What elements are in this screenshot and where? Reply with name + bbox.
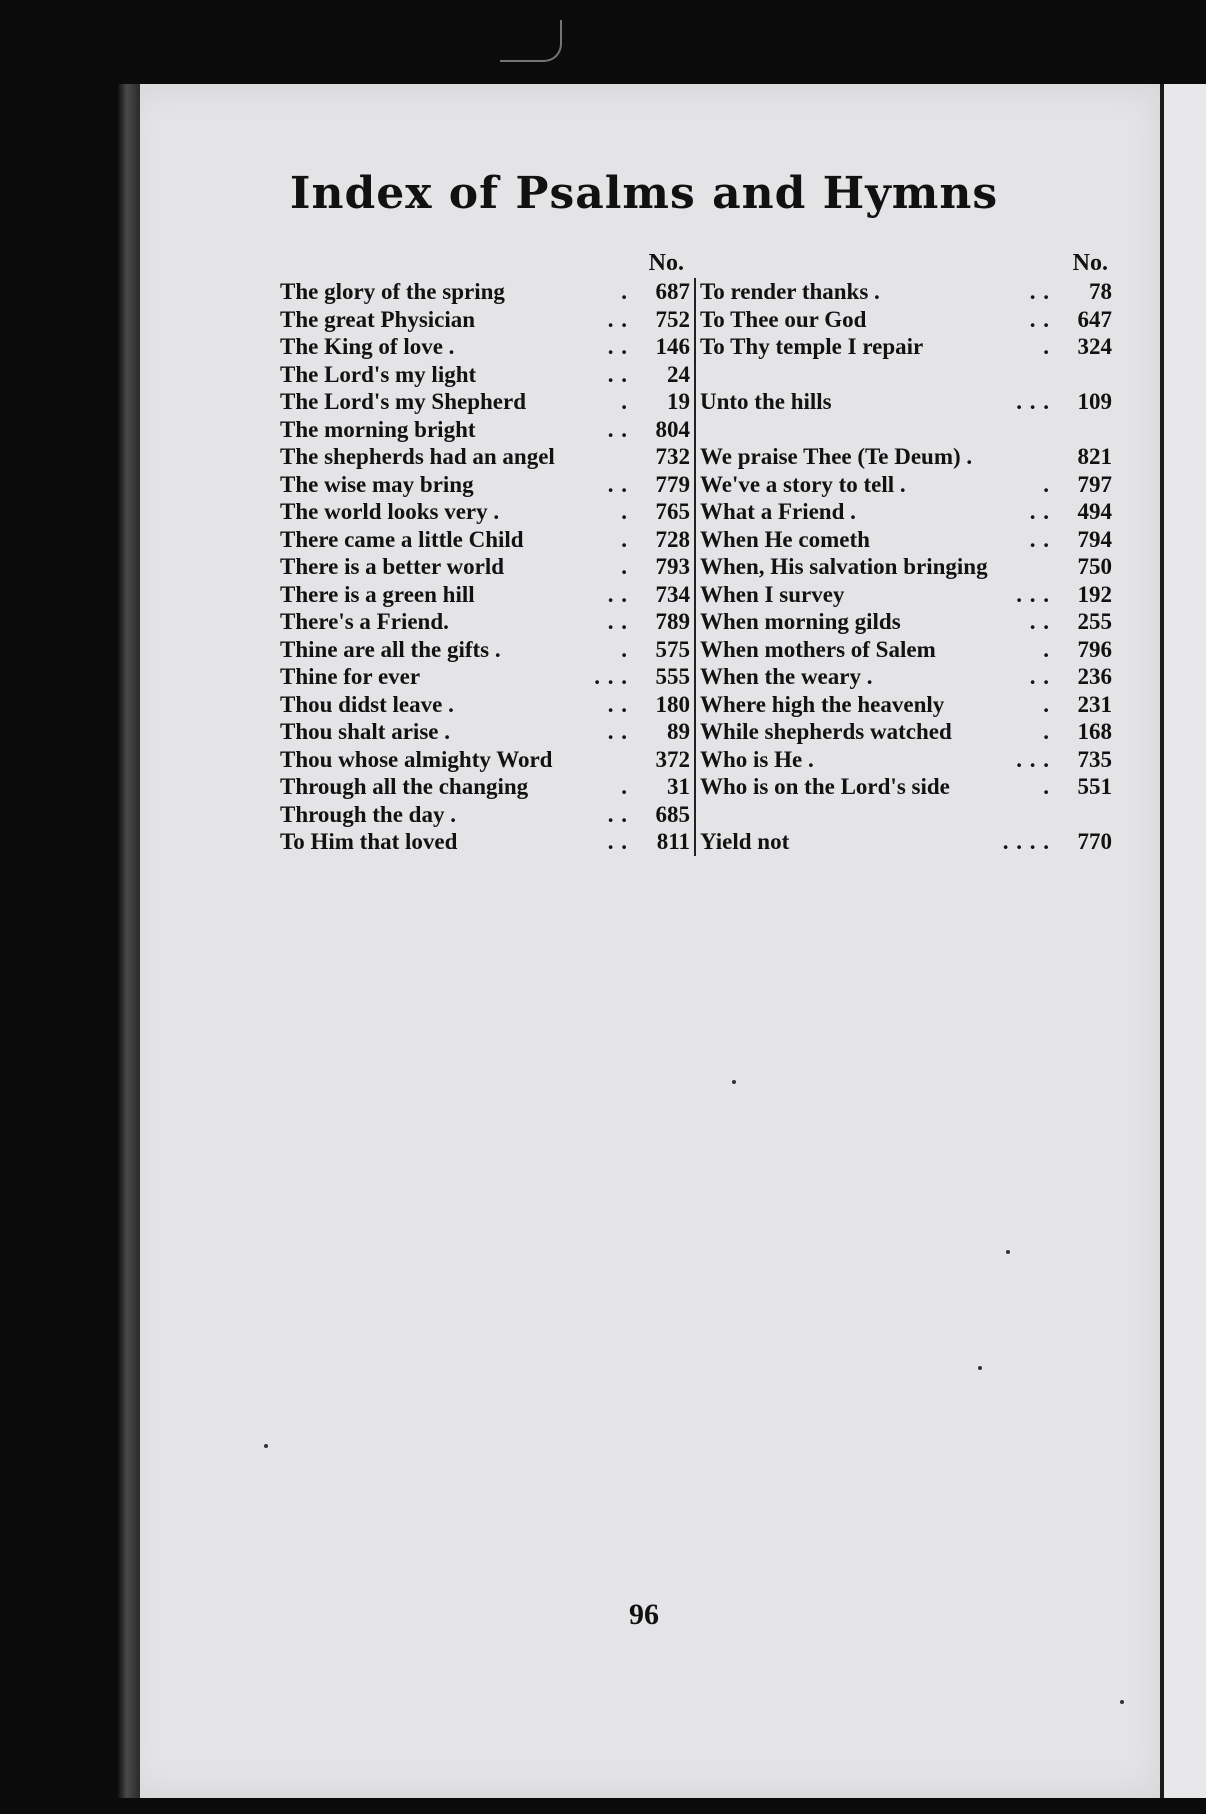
dot-leader: .	[1043, 636, 1050, 662]
dot-leader: . . .	[1016, 746, 1050, 772]
hymn-number: 804	[655, 416, 690, 442]
hymn-number: 551	[1077, 774, 1112, 799]
hymn-title: Thou shalt arise .	[280, 719, 450, 744]
index-entry	[280, 828, 690, 856]
paper-speck	[1120, 1700, 1124, 1704]
hymn-number: 324	[1077, 334, 1112, 359]
hymn-number: 779	[655, 471, 690, 497]
hymn-number: 687	[655, 279, 690, 304]
hymn-title: Yield not	[700, 829, 790, 854]
dot-leader: .	[1043, 471, 1050, 497]
right-index-column	[700, 248, 1112, 856]
index-entry	[700, 636, 1112, 664]
hymn-number: 797	[1077, 471, 1112, 497]
index-entry	[280, 361, 690, 389]
hymn-number: 180	[655, 691, 690, 717]
paper-speck	[264, 1444, 268, 1448]
facing-page-strip	[1164, 84, 1206, 1798]
hymn-title: There is a green hill	[280, 581, 475, 607]
index-entry	[280, 388, 690, 416]
dot-leader: .	[621, 636, 628, 662]
dot-leader: .	[1043, 691, 1050, 717]
hymn-title: The great Physician	[280, 306, 476, 332]
hymn-title: When He cometh	[700, 526, 870, 552]
hymn-number: 372	[655, 746, 690, 772]
dot-leader: . .	[607, 306, 628, 332]
index-entry	[700, 306, 1112, 334]
paper-speck	[978, 1366, 982, 1370]
hymn-title: The wise may bring	[280, 471, 474, 497]
left-column-header: No.	[648, 250, 684, 276]
dot-leader: . .	[1029, 279, 1050, 304]
index-entry	[700, 718, 1112, 746]
hymn-title: Thine are all the gifts .	[280, 636, 501, 662]
index-entry	[700, 333, 1112, 361]
index-entry	[700, 746, 1112, 774]
hymn-title: To render thanks .	[700, 279, 880, 304]
index-entry	[280, 526, 690, 554]
index-entry	[280, 636, 690, 664]
dot-leader: .	[621, 499, 628, 524]
hymn-title: Thine for ever	[280, 664, 421, 689]
hymn-title: The shepherds had an angel	[280, 444, 555, 469]
hymn-title: We praise Thee (Te Deum) .	[700, 444, 973, 469]
hymn-title: The world looks very .	[280, 499, 500, 524]
index-entry	[700, 828, 1112, 856]
index-entry	[700, 278, 1112, 306]
index-entry	[700, 526, 1112, 554]
dot-leader: . .	[1029, 499, 1050, 524]
index-entry	[700, 388, 1112, 416]
dot-leader: .	[621, 554, 628, 579]
index-entry	[700, 443, 1112, 471]
index-entry	[280, 553, 690, 581]
index-entry	[280, 801, 690, 829]
page-spine-edge	[118, 84, 140, 1798]
index-entry	[700, 553, 1112, 581]
index-entry	[280, 498, 690, 526]
hymn-number: 811	[656, 829, 690, 854]
hymn-number: 821	[1077, 444, 1112, 469]
hymn-title: Unto the hills	[700, 389, 832, 414]
dot-leader: .	[1043, 334, 1050, 359]
index-entry	[700, 498, 1112, 526]
hymn-title: When the weary .	[700, 664, 873, 689]
dot-leader: . . .	[1016, 581, 1050, 607]
hymn-number: 89	[667, 719, 690, 744]
index-entry	[280, 663, 690, 691]
hymn-title: There came a little Child	[280, 526, 524, 552]
hymn-title: Through the day .	[280, 801, 456, 827]
hymn-number: 192	[1077, 581, 1112, 607]
hymn-title: When morning gilds	[700, 609, 901, 634]
hymn-number: 146	[655, 334, 690, 359]
hymn-number: 734	[655, 581, 690, 607]
index-entry	[700, 773, 1112, 801]
hymn-number: 236	[1077, 664, 1112, 689]
hymn-number: 685	[655, 801, 690, 827]
dot-leader: .	[621, 279, 628, 304]
hymn-number: 796	[1077, 636, 1112, 662]
paper-speck	[1006, 1250, 1010, 1254]
index-entry	[280, 608, 690, 636]
dot-leader: . .	[1029, 664, 1050, 689]
dot-leader: . .	[607, 691, 628, 717]
hymn-title: The King of love .	[280, 334, 455, 359]
hymn-title: Where high the heavenly	[700, 691, 945, 717]
hymn-number: 794	[1077, 526, 1112, 552]
index-entry	[700, 691, 1112, 719]
hymn-number: 732	[655, 444, 690, 469]
dot-leader: .	[1043, 719, 1050, 744]
index-entry	[280, 581, 690, 609]
hymn-number: 231	[1077, 691, 1112, 717]
hymn-title: When, His salvation bringing	[700, 554, 988, 579]
hymn-number: 494	[1077, 499, 1112, 524]
column-divider	[694, 278, 696, 856]
index-entry	[280, 278, 690, 306]
index-entry	[700, 581, 1112, 609]
hymn-number: 765	[655, 499, 690, 524]
hymn-title: What a Friend .	[700, 499, 856, 524]
hymn-number: 19	[667, 389, 690, 414]
index-entry	[280, 773, 690, 801]
index-entry	[700, 608, 1112, 636]
dot-leader: .	[1043, 774, 1050, 799]
dot-leader: . .	[607, 361, 628, 387]
dot-leader: . .	[607, 471, 628, 497]
dot-leader: .	[621, 389, 628, 414]
page-number: 96	[629, 1598, 659, 1631]
index-entry	[280, 333, 690, 361]
index-entry	[280, 471, 690, 499]
right-entries	[700, 278, 1112, 856]
dot-leader: . .	[607, 801, 628, 827]
hymn-number: 735	[1077, 746, 1112, 772]
hymn-number: 255	[1077, 609, 1112, 634]
dot-leader: . . .	[594, 664, 628, 689]
hymn-number: 647	[1077, 306, 1112, 332]
index-entry	[280, 746, 690, 774]
hymn-title: The Lord's my Shepherd	[280, 389, 527, 414]
index-entry	[280, 306, 690, 334]
hymn-title: To Him that loved	[280, 829, 458, 854]
hymn-title: When mothers of Salem	[700, 636, 936, 662]
hymn-number: 109	[1077, 389, 1112, 414]
dot-leader: .	[621, 526, 628, 552]
dot-leader: . . .	[1016, 389, 1050, 414]
dot-leader: . .	[1029, 609, 1050, 634]
dot-leader: . .	[1029, 526, 1050, 552]
hymn-title: Who is He .	[700, 746, 814, 772]
hymn-number: 752	[655, 306, 690, 332]
index-entry	[700, 663, 1112, 691]
hymn-title: There is a better world	[280, 554, 505, 579]
dot-leader: . .	[607, 581, 628, 607]
hymn-number: 555	[655, 664, 690, 689]
hymn-title: To Thee our God	[700, 306, 867, 332]
hymn-title: When I survey	[700, 581, 845, 607]
hymn-title: Through all the changing	[280, 774, 529, 799]
dot-leader: . .	[607, 719, 628, 744]
dot-leader: . .	[607, 334, 628, 359]
index-entry	[280, 443, 690, 471]
hymn-number: 728	[655, 526, 690, 552]
hymn-title: There's a Friend.	[280, 609, 449, 634]
index-entry	[280, 416, 690, 444]
hymn-number: 168	[1077, 719, 1112, 744]
dot-leader: . . . .	[1002, 829, 1050, 854]
hymn-number: 24	[667, 361, 690, 387]
hymn-title: Thou didst leave .	[280, 691, 454, 717]
hymn-number: 78	[1089, 279, 1112, 304]
hymn-title: The Lord's my light	[280, 361, 477, 387]
hymn-title: To Thy temple I repair	[700, 334, 924, 359]
hymn-number: 575	[655, 636, 690, 662]
hymn-number: 31	[667, 774, 690, 799]
hymn-title: While shepherds watched	[700, 719, 952, 744]
index-entry	[280, 691, 690, 719]
hymn-title: Who is on the Lord's side	[700, 774, 950, 799]
hymn-title: The glory of the spring	[280, 279, 505, 304]
right-column-header: No.	[1072, 250, 1108, 276]
dot-leader: . .	[1029, 306, 1050, 332]
hymn-number: 793	[655, 554, 690, 579]
left-entries	[280, 278, 690, 856]
hymn-number: 789	[655, 609, 690, 634]
binding-mark	[500, 20, 562, 62]
index-entry	[700, 471, 1112, 499]
hymn-title: We've a story to tell .	[700, 471, 906, 497]
dot-leader: . .	[607, 416, 628, 442]
left-index-column	[280, 248, 690, 856]
page-title: Index of Psalms and Hymns	[289, 168, 999, 219]
index-entry	[280, 718, 690, 746]
dot-leader: . .	[607, 609, 628, 634]
hymn-number: 770	[1077, 829, 1112, 854]
dot-leader: . .	[607, 829, 628, 854]
hymn-title: Thou whose almighty Word	[280, 746, 553, 772]
hymn-title: The morning bright	[280, 416, 476, 442]
dot-leader: .	[621, 774, 628, 799]
hymn-number: 750	[1077, 554, 1112, 579]
paper-speck	[732, 1080, 736, 1084]
